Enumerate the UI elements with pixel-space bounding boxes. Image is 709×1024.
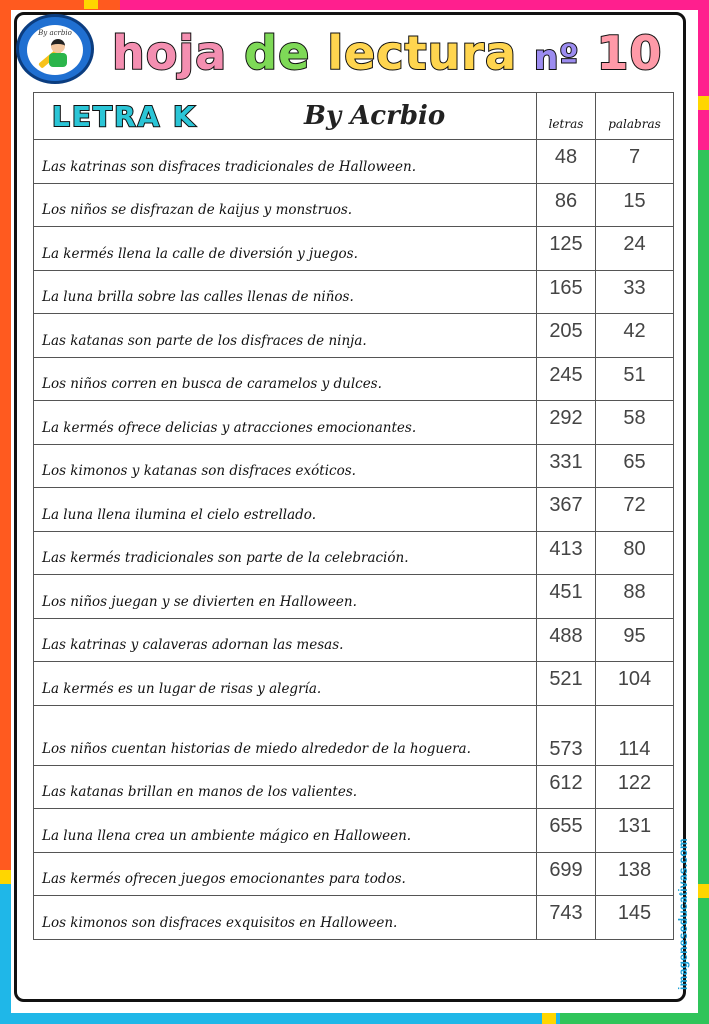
frame-top-orange <box>0 0 120 10</box>
letras-count: 488 <box>537 618 596 662</box>
table-row <box>34 852 674 896</box>
sentence-cell: Las katrinas son disfraces tradicionales de Halloween. <box>34 140 537 184</box>
letras-count: 125 <box>537 227 596 271</box>
table-row <box>34 444 674 488</box>
letras-count: 743 <box>537 896 596 940</box>
table-row <box>34 896 674 940</box>
sentence-cell: Los niños se disfrazan de kaijus y monstruos. <box>34 183 537 227</box>
letras-count: 331 <box>537 444 596 488</box>
palabras-count: 24 <box>596 227 674 271</box>
frame-left-blue <box>0 870 11 1024</box>
palabras-count: 51 <box>596 357 674 401</box>
table-row <box>34 765 674 809</box>
letras-count: 165 <box>537 270 596 314</box>
title-word-4: nº <box>534 38 580 78</box>
palabras-count: 114 <box>596 705 674 765</box>
sentence-cell: Las kermés tradicionales son parte de la celebración. <box>34 531 537 575</box>
column-header-letras: letras <box>537 93 596 140</box>
palabras-count: 145 <box>596 896 674 940</box>
table-header-row <box>34 93 674 140</box>
palabras-count: 65 <box>596 444 674 488</box>
letras-count: 48 <box>537 140 596 184</box>
sentence-cell: La kermés llena la calle de diversión y juegos. <box>34 227 537 271</box>
logo-caption: By acrbio <box>38 29 72 37</box>
sentence-cell: Los niños corren en busca de caramelos y dulces. <box>34 357 537 401</box>
frame-left-orange <box>0 0 11 870</box>
sentence-cell: La kermés es un lugar de risas y alegría. <box>34 662 537 706</box>
author-logo <box>16 14 94 84</box>
letras-count: 655 <box>537 809 596 853</box>
table-row <box>34 809 674 853</box>
sentence-cell: La luna llena crea un ambiente mágico en Halloween. <box>34 809 537 853</box>
table-row <box>34 488 674 532</box>
author-byline: By Acrbio <box>304 101 446 131</box>
table-row <box>34 401 674 445</box>
frame-bottom-green <box>560 1013 709 1024</box>
palabras-count: 131 <box>596 809 674 853</box>
table-row <box>34 575 674 619</box>
title-word-2: de <box>244 26 311 80</box>
letras-count: 292 <box>537 401 596 445</box>
table-row <box>34 531 674 575</box>
letras-count: 413 <box>537 531 596 575</box>
title-word-1: hoja <box>112 26 228 80</box>
site-watermark: imageneseducativas.com <box>676 837 690 990</box>
frame-left-yellow-mark <box>0 870 11 884</box>
letras-count: 205 <box>537 314 596 358</box>
frame-top-pink <box>120 0 709 10</box>
table-row <box>34 618 674 662</box>
frame-top-yellow-mark <box>84 0 98 9</box>
palabras-count: 7 <box>596 140 674 184</box>
palabras-count: 138 <box>596 852 674 896</box>
frame-right-yellow-mark <box>698 96 709 110</box>
palabras-count: 33 <box>596 270 674 314</box>
kid-head-icon <box>51 39 65 53</box>
sentence-cell: La luna brilla sobre las calles llenas de niños. <box>34 270 537 314</box>
title-word-3: lectura <box>327 26 518 80</box>
sentence-cell: La kermés ofrece delicias y atracciones emocionantes. <box>34 401 537 445</box>
table-row <box>34 662 674 706</box>
letras-count: 245 <box>537 357 596 401</box>
sentence-cell: Las katrinas y calaveras adornan las mesas. <box>34 618 537 662</box>
sentence-cell: Los niños cuentan historias de miedo alrededor de la hoguera. <box>34 705 537 765</box>
palabras-count: 80 <box>596 531 674 575</box>
column-header-palabras: palabras <box>596 93 674 140</box>
sentence-cell: Las kermés ofrecen juegos emocionantes para todos. <box>34 852 537 896</box>
letras-count: 573 <box>537 705 596 765</box>
table-body <box>34 140 674 940</box>
frame-bottom-blue <box>0 1013 560 1024</box>
palabras-count: 58 <box>596 401 674 445</box>
table-row <box>34 227 674 271</box>
palabras-count: 104 <box>596 662 674 706</box>
header-cell <box>34 93 537 140</box>
table-row <box>34 270 674 314</box>
sentence-cell: Los kimonos son disfraces exquisitos en Halloween. <box>34 896 537 940</box>
letras-count: 612 <box>537 765 596 809</box>
sentence-cell: La luna llena ilumina el cielo estrellado. <box>34 488 537 532</box>
table-row <box>34 705 674 765</box>
page-title <box>112 26 692 90</box>
title-word-5: 10 <box>596 26 663 80</box>
palabras-count: 95 <box>596 618 674 662</box>
table-row <box>34 183 674 227</box>
palabras-count: 122 <box>596 765 674 809</box>
palabras-count: 42 <box>596 314 674 358</box>
logo-badge <box>27 25 83 75</box>
letter-heading: LETRA K <box>52 100 197 133</box>
sentence-cell: Las katanas son parte de los disfraces de ninja. <box>34 314 537 358</box>
letras-count: 521 <box>537 662 596 706</box>
table-row <box>34 314 674 358</box>
reading-table <box>33 92 674 940</box>
letras-count: 699 <box>537 852 596 896</box>
sentence-cell: Los kimonos y katanas son disfraces exóticos. <box>34 444 537 488</box>
frame-right-yellow-mark-2 <box>698 884 709 898</box>
table-row <box>34 357 674 401</box>
palabras-count: 88 <box>596 575 674 619</box>
frame-bottom-yellow-mark <box>542 1013 556 1024</box>
frame-right-pink <box>698 0 709 150</box>
kid-body-icon <box>49 53 67 67</box>
palabras-count: 15 <box>596 183 674 227</box>
letras-count: 367 <box>537 488 596 532</box>
table-row <box>34 140 674 184</box>
letras-count: 451 <box>537 575 596 619</box>
palabras-count: 72 <box>596 488 674 532</box>
sentence-cell: Las katanas brillan en manos de los valientes. <box>34 765 537 809</box>
letras-count: 86 <box>537 183 596 227</box>
sentence-cell: Los niños juegan y se divierten en Halloween. <box>34 575 537 619</box>
